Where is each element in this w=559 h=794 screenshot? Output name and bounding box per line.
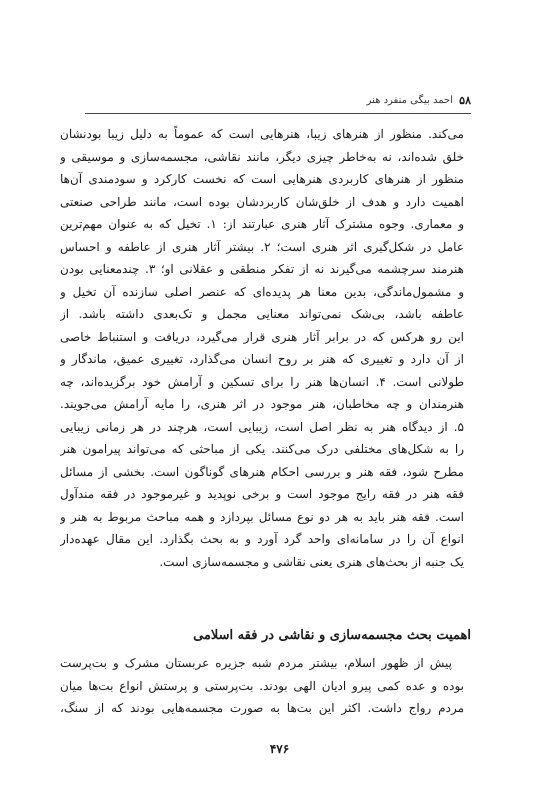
text-line: فقه هنر در فقه رایج موجود است و برخی نوپدید و غیرموجود در فقه مندآول — [60, 487, 464, 501]
section-heading: اهمیت بحث مجسمه‌سازی و نقاشی در فقه اسلامی — [193, 628, 471, 643]
body-paragraph — [60, 123, 464, 573]
text-line: مردم رواج داشت. اکثر این بت‌ها به صورت مجسمه‌هایی بودند که از سنگ، — [60, 701, 464, 715]
page-number: ۴۷۶ — [269, 742, 290, 756]
text-line: مطرح شود، فقه هنر و بررسی احکام هنرهای گوناگون است. بخشی از مسائل — [60, 464, 464, 479]
running-header-title: احمد بیگی منفرد هنر — [366, 95, 453, 106]
text-line: عاطفه باشد، بی‌شک نمی‌تواند معنایی مجمل و تک‌بعدی داشته باشد. از — [60, 307, 464, 321]
text-line: را به شکل‌های مختلفی درک می‌کنند. یکی از مباحثی که می‌تواند پیرامون هنر — [60, 442, 464, 456]
text-line: و معماری. وجوه مشترک آثار هنری عبارتند از: ۱. تخیل که به عنوان مهم‌ترین — [60, 217, 464, 231]
text-line: انواع آن را در سامانه‌ای واحد گرد آورد و به بحث بگذارد. این مقال عهده‌دار — [60, 532, 464, 546]
text-line: طولانی است. ۴. انسان‌ها هنر را برای تسکین و آرامش خود برگزیده‌اند، چه — [60, 374, 464, 389]
text-line: است. فقه هنر باید به هر دو نوع مسائل بپردازد و همه مباحث مربوط به هنر و — [60, 509, 464, 524]
text-line: هنرمندان و چه مخاطبان، هنر موجود در اثر هنری، را مایه آرامش می‌جویند. — [60, 397, 464, 411]
text-line: از آن دارد و تغییری که هنر بر روح انسان می‌گذارد، تغییری عمیق، ماندگار و — [60, 352, 464, 366]
text-line: پیش از ظهور اسلام، بیشتر مردم شبه جزیره عربستان مشرک و بت‌پرست — [60, 656, 452, 670]
text-line: ۵. از دیدگاه هنر به نظر اصل است، زیبایی است، هرچند در هر زمانی زیبایی — [60, 419, 464, 434]
text-line: هنرمند سرچشمه می‌گیرند نه از تفکر منطقی و عقلانی او؛ ۳. چندمعنایی بودن — [60, 262, 464, 276]
text-line: اهمیت دارد و هدف از خلق‌شان کاربردشان بوده است، مانند طراحی صنعتی — [60, 194, 464, 209]
text-line: خلق شده‌اند، نه به‌خاطر چیزی دیگر، مانند نقاشی، مجسمه‌سازی و موسیقی و — [60, 149, 464, 164]
text-line: این رو هرکس که در برابر آثار هنری قرار می‌گیرد، دریافت و استنباط خاصی — [60, 329, 464, 344]
section-paragraph — [60, 652, 464, 720]
running-header-number: ۵۸ — [459, 94, 471, 107]
text-line: می‌کند. منظور از هنرهای زیبا، هنرهایی است که عموماً به دلیل زیبا بودنشان — [60, 127, 464, 141]
text-line: عامل در شکل‌گیری اثر هنری است؛ ۲. بیشتر آثار هنری از عاطفه و احساس — [60, 239, 464, 254]
running-header — [85, 93, 471, 114]
text-line: بوده و عده کمی پیرو ادیان الهی بودند. بت‌پرستی و پرستش انواع بت‌ها میان — [60, 678, 464, 693]
text-line: منظور از هنرهای کاربردی هنرهایی است که نخست کارکرد و سودمندی آن‌ها — [60, 172, 464, 186]
text-line: یک جنبه از بحث‌های هنری یعنی نقاشی و مجسمه‌سازی است. — [159, 554, 464, 569]
text-line: و مشمول‌ماندگی، بدین معنا هر پدیده‌ای که عنصر اصلی سازنده آن تخیل و — [60, 284, 464, 299]
